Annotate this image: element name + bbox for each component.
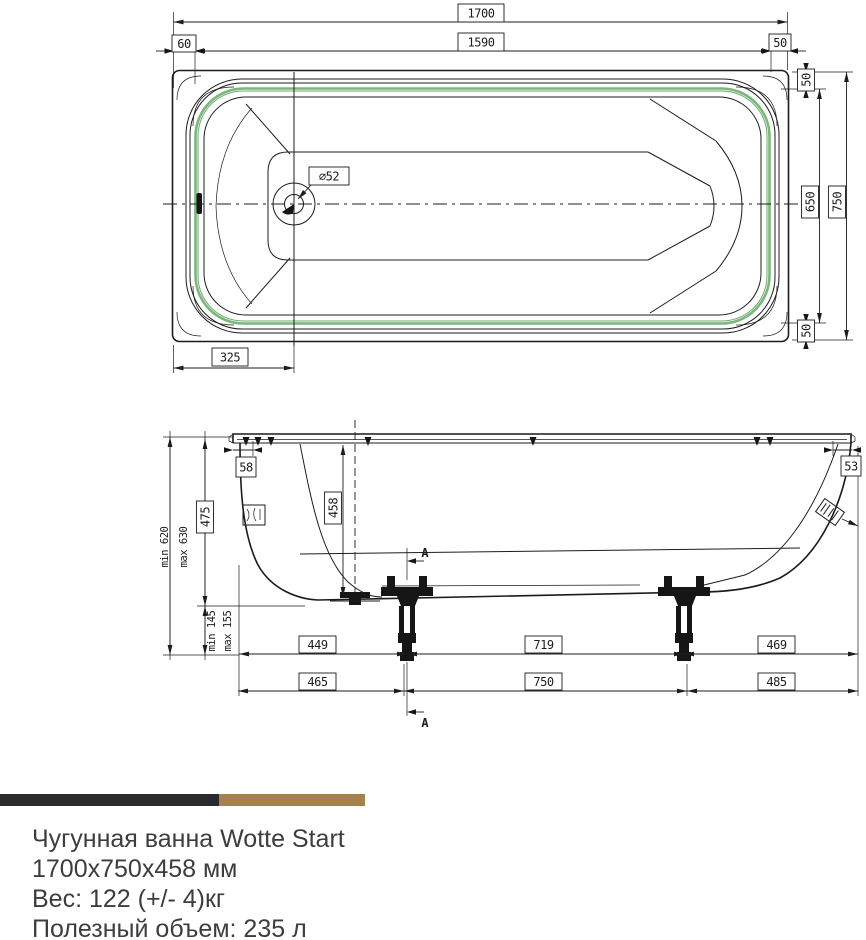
dim-inner-width [802, 186, 819, 218]
svg-text:⌀52: ⌀52 [318, 169, 340, 184]
dim-base-right [758, 673, 795, 690]
svg-text:449: 449 [307, 638, 328, 652]
svg-text:60: 60 [177, 37, 191, 51]
dim-total-length [458, 4, 504, 22]
svg-text:1590: 1590 [467, 35, 495, 50]
brand-bar-brown [219, 794, 365, 806]
dim-rim-top [798, 69, 815, 91]
svg-text:475: 475 [198, 506, 213, 528]
svg-text:50: 50 [799, 324, 814, 338]
dim-total-width [829, 186, 846, 218]
svg-text:A: A [421, 546, 429, 560]
dim-rim-left [236, 457, 256, 477]
svg-text:485: 485 [766, 675, 787, 689]
top-view [156, 4, 853, 373]
dim-53-arrows [824, 447, 861, 452]
product-weight: Вес: 122 (+/- 4)кг [32, 885, 226, 913]
svg-text:469: 469 [766, 638, 787, 652]
top-extension-lines [174, 12, 854, 373]
dim-height-min: min 620 [159, 526, 171, 568]
svg-text:50: 50 [799, 73, 814, 87]
lug-detail-mark [243, 505, 265, 525]
side-view [159, 420, 861, 730]
brand-bar-dark [0, 794, 219, 806]
dim-drain-from-left [212, 348, 248, 366]
rim-lug-marks [243, 437, 774, 446]
side-extension-lines [163, 431, 858, 696]
dim-58-arrows [224, 447, 262, 452]
dim-left-offset [172, 35, 196, 52]
svg-text:58: 58 [239, 460, 253, 475]
svg-text:750: 750 [533, 675, 554, 689]
dim-legs-min: min 145 [206, 610, 218, 652]
top-bowl [197, 97, 762, 315]
svg-text:750: 750 [830, 191, 845, 213]
overflow-mark [197, 193, 203, 214]
side-rim [229, 434, 855, 443]
svg-text:50: 50 [773, 36, 787, 50]
svg-text:465: 465 [307, 675, 328, 689]
dim-shell-height [197, 501, 214, 533]
dim-span-center [525, 636, 562, 653]
dim-span-left [299, 636, 336, 653]
product-title: Чугунная ванна Wotte Start [32, 825, 345, 853]
dim-rim-right [841, 456, 861, 476]
dim-inner-length [458, 33, 504, 51]
dim-span-right [758, 636, 795, 653]
dim-inner-depth [325, 492, 342, 524]
dim-legs-max: max 155 [222, 610, 234, 652]
svg-text:53: 53 [844, 459, 858, 474]
dim-drain-diameter [309, 167, 349, 185]
dim-height-max: max 630 [178, 526, 190, 568]
svg-text:A: A [421, 716, 429, 730]
product-size: 1700х750х458 мм [32, 855, 238, 883]
product-volume: Полезный объем: 235 л [32, 915, 307, 940]
dim-right-offset [769, 34, 791, 51]
product-caption [32, 824, 345, 940]
svg-text:325: 325 [219, 350, 241, 365]
svg-text:1700: 1700 [467, 6, 495, 21]
svg-text:458: 458 [326, 497, 341, 519]
dim-base-center [525, 673, 562, 690]
svg-text:719: 719 [533, 638, 554, 652]
gasket-line [196, 89, 770, 324]
wall-detail-mark [816, 499, 845, 526]
svg-text:650: 650 [803, 191, 818, 213]
top-rim-rings [186, 79, 779, 333]
top-outer-flange [173, 71, 789, 342]
dim-base-left [299, 673, 336, 690]
dim-rim-bottom [798, 320, 815, 342]
